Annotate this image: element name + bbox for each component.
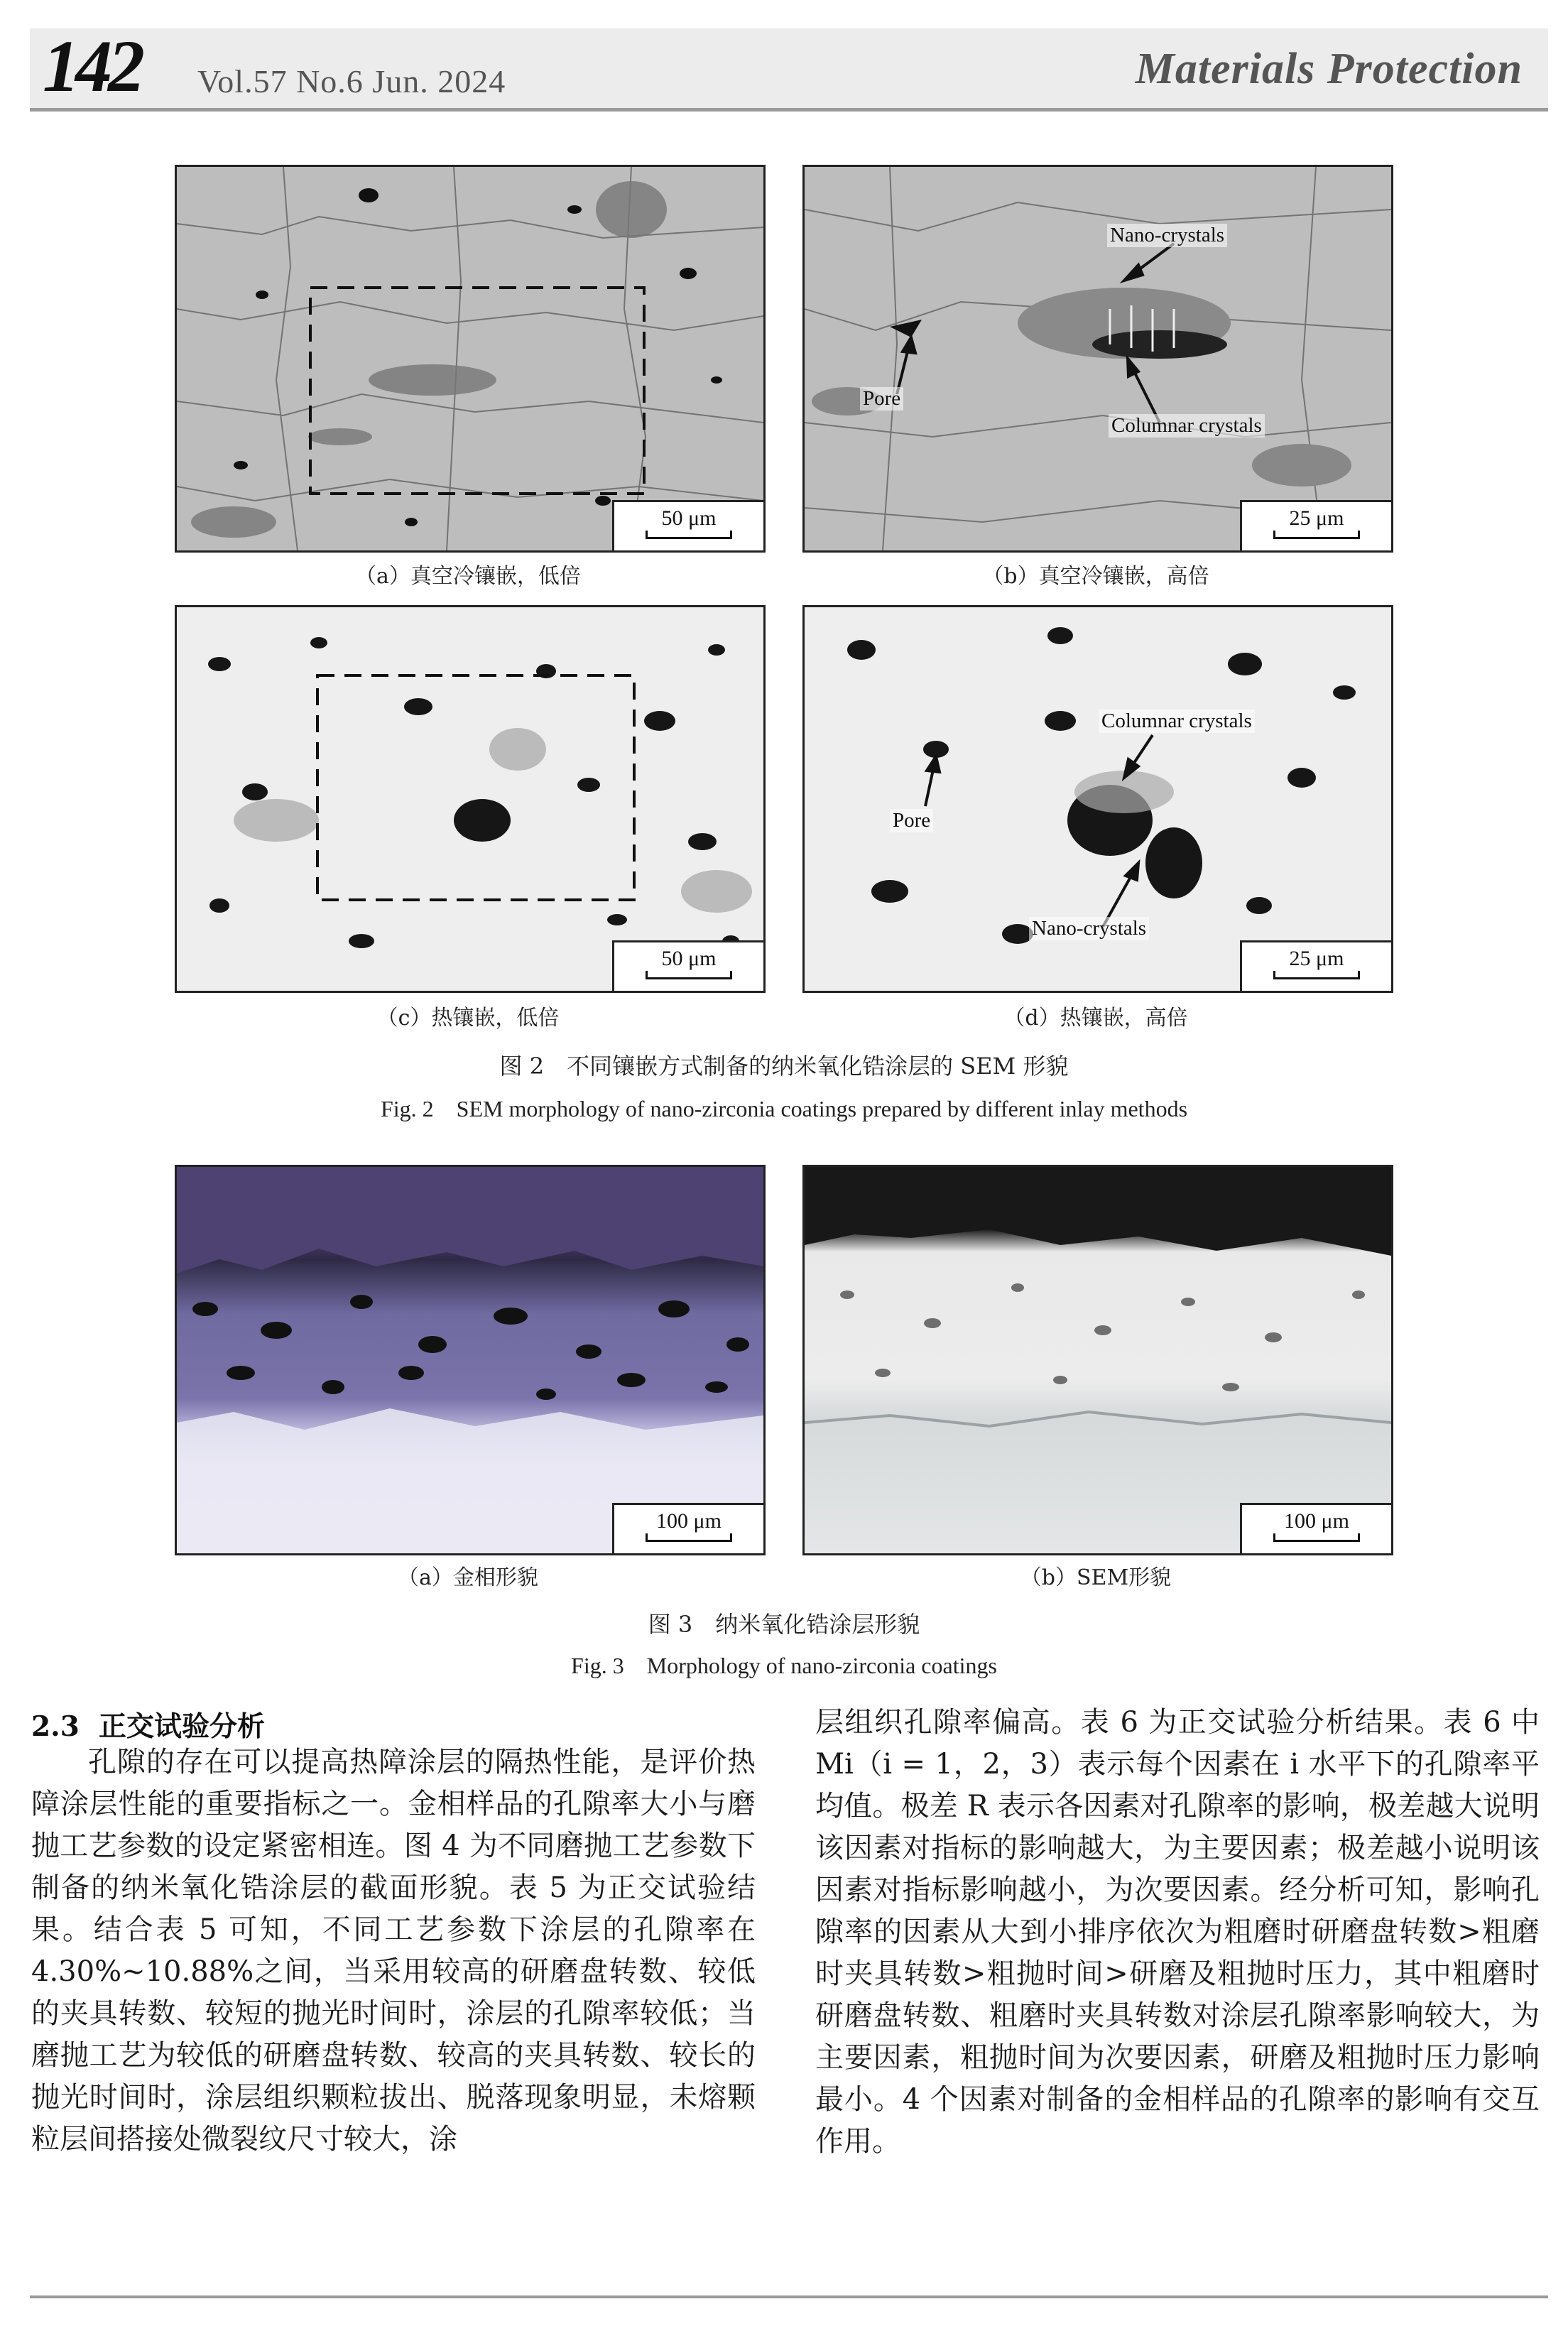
body-column-left	[31, 1742, 756, 2161]
fig2d-micrograph	[802, 605, 1393, 993]
fig2b-micrograph	[802, 165, 1393, 553]
section-heading	[31, 1705, 265, 1744]
fig3b-micrograph	[802, 1165, 1393, 1555]
journal-name: Materials Protection	[1135, 45, 1523, 93]
fig3b-caption: （b）SEM形貌	[1020, 1565, 1172, 1590]
issue-info: Vol.57 No.6 Jun. 2024	[197, 63, 506, 99]
fig2b-label-nano: Nano-crystals	[1107, 224, 1227, 247]
fig3a-scale-bar: 100 μm	[612, 1503, 763, 1553]
body-paragraph-left: 孔隙的存在可以提高热障涂层的隔热性能，是评价热障涂层性能的重要指标之一。金相样品的孔隙率大小与磨抛工艺参数的设定紧密相连。图 4 为不同磨抛工艺参数下制备的纳米氧化锆涂层的截面形貌。表 5 为正交试验结果。结合表 5 可知，不同工艺参数下涂层的孔隙率在 4.30%~10.88%之间，当采用较高的研磨盘转数、较低的夹具转数、较短的抛光时间时，涂层的孔隙率较低；当磨抛工艺为较低的研磨盘转数、较高的夹具转数、较长的抛光时间时，涂层组织颗粒拔出、脱落现象明显，未熔颗粒层间搭接处微裂纹尺寸较大，涂	[31, 1746, 756, 2156]
fig2b-caption: （b）真空冷镶嵌，高倍	[982, 564, 1209, 589]
running-header	[30, 28, 1548, 112]
fig2a-micrograph	[175, 165, 766, 553]
body-column-right	[815, 1702, 1540, 2163]
fig2b-texture	[805, 167, 1391, 550]
fig2b-scale-bar: 25 μm	[1240, 500, 1391, 550]
fig3-caption-en: Fig. 3 Morphology of nano-zirconia coatings	[571, 1653, 997, 1678]
fig2c-texture	[177, 607, 763, 991]
section-number: 2.3	[31, 1710, 80, 1743]
fig2c-scale-bar: 50 μm	[612, 940, 763, 991]
fig2c-micrograph	[175, 605, 766, 993]
fig3a-texture	[177, 1167, 763, 1553]
fig2a-scale-bar: 50 μm	[612, 500, 763, 550]
fig3a-caption: （a）金相形貌	[398, 1565, 538, 1590]
fig3b-texture	[805, 1167, 1391, 1553]
fig2-caption-cn: 图 2 不同镶嵌方式制备的纳米氧化锆涂层的 SEM 形貌	[499, 1053, 1069, 1080]
page-number: 142	[43, 26, 141, 107]
fig3b-scale-bar: 100 μm	[1240, 1503, 1391, 1553]
footer-rule	[30, 2295, 1548, 2298]
fig2c-caption: （c）热镶嵌，低倍	[376, 1006, 560, 1031]
fig3-caption-cn: 图 3 纳米氧化锆涂层形貌	[648, 1611, 920, 1638]
fig2a-caption: （a）真空冷镶嵌，低倍	[355, 564, 581, 589]
fig2d-caption: （d）热镶嵌，高倍	[1003, 1006, 1188, 1031]
fig2d-label-nano: Nano-crystals	[1029, 917, 1149, 940]
fig2b-label-columnar: Columnar crystals	[1109, 414, 1265, 438]
fig2b-label-pore: Pore	[860, 387, 903, 411]
body-paragraph-right: 层组织孔隙率偏高。表 6 为正交试验分析结果。表 6 中 Mi（i = 1，2，3）表示每个因素在 i 水平下的孔隙率平均值。极差 R 表示各因素对孔隙率的影响，极差越大说明该因素对指标的影响越大，为主要因素；极差越小说明该因素对指标影响越小，为次要因素。经分析可知，影响孔隙率的因素从大到小排序依次为粗磨时研磨盘转数>粗磨时夹具转数>粗抛时间>研磨及粗抛时压力，其中粗磨时研磨盘转数、粗磨时夹具转数对涂层孔隙率影响较大，为主要因素，粗抛时间为次要因素，研磨及粗抛时压力影响最小。4 个因素对制备的金相样品的孔隙率的影响有交互作用。	[815, 1706, 1540, 2158]
fig3a-micrograph	[175, 1165, 766, 1555]
fig2d-label-pore: Pore	[890, 809, 933, 832]
section-title: 正交试验分析	[99, 1710, 266, 1743]
fig2a-texture	[177, 167, 763, 550]
fig2-caption-en: Fig. 2 SEM morphology of nano-zirconia coatings prepared by different inlay methods	[380, 1096, 1188, 1121]
fig2d-label-columnar: Columnar crystals	[1099, 710, 1255, 733]
fig2d-scale-bar: 25 μm	[1240, 940, 1391, 991]
